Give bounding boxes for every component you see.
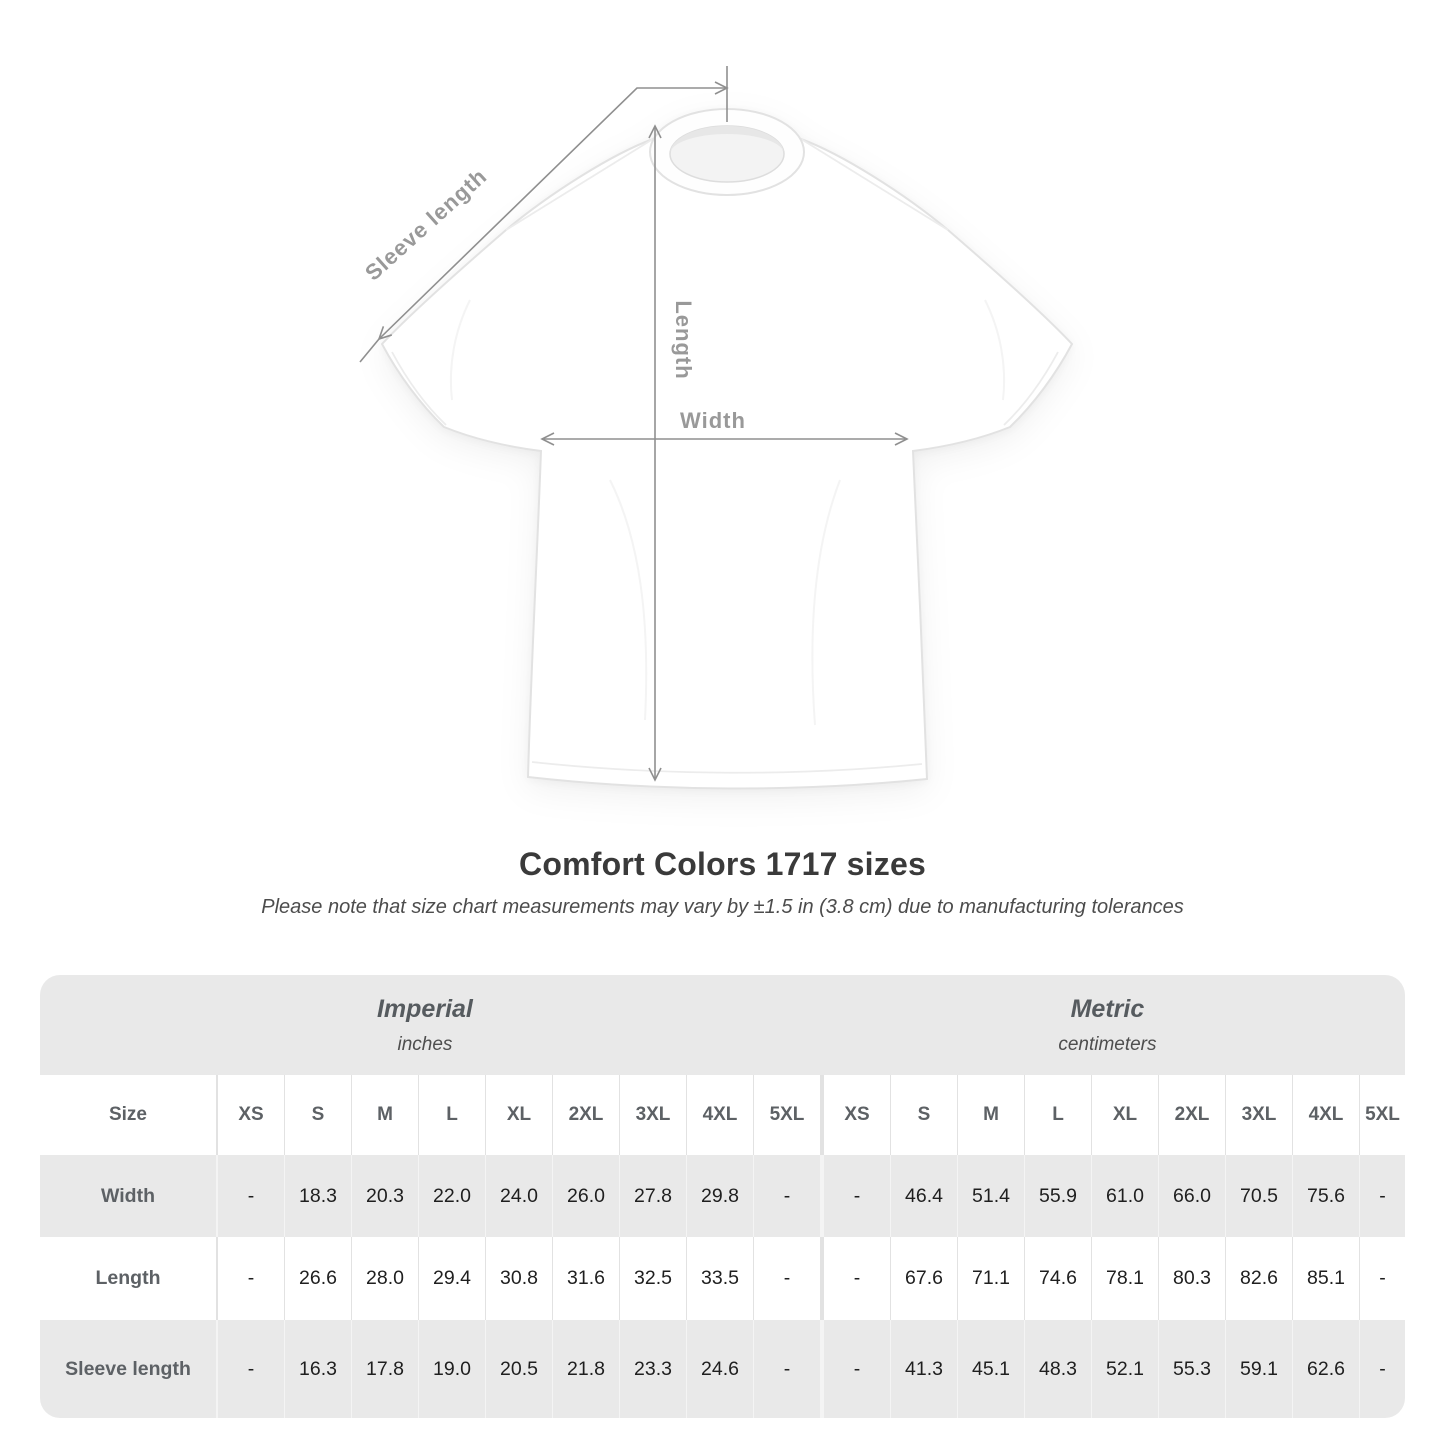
size-col-header: M <box>957 1075 1024 1155</box>
table-value: 27.8 <box>619 1155 686 1237</box>
size-col-header: 3XL <box>1225 1075 1292 1155</box>
length-label: Length <box>671 300 696 380</box>
size-col-header: M <box>351 1075 418 1155</box>
table-value: - <box>216 1320 284 1418</box>
table-value: 19.0 <box>418 1320 485 1418</box>
table-value: 51.4 <box>957 1155 1024 1237</box>
row-label: Width <box>101 1184 155 1207</box>
unit-group-metric <box>810 975 1405 1075</box>
table-value: 67.6 <box>890 1237 957 1320</box>
table-value: 20.5 <box>485 1320 552 1418</box>
table-row-sleeve-length <box>40 1320 1405 1418</box>
size-col-header: 2XL <box>1158 1075 1225 1155</box>
table-value: 41.3 <box>890 1320 957 1418</box>
table-value: 30.8 <box>485 1237 552 1320</box>
size-col-header: L <box>1024 1075 1091 1155</box>
tolerance-note: Please note that size chart measurements may vary by ±1.5 in (3.8 cm) due to manufacturing tolerances <box>261 896 1184 918</box>
unit-group-subtitle: inches <box>397 1033 453 1055</box>
table-value: 33.5 <box>686 1237 753 1320</box>
size-col-header: L <box>418 1075 485 1155</box>
table-value: - <box>753 1320 820 1418</box>
page-title: Comfort Colors 1717 sizes <box>519 846 926 882</box>
size-col-header: XL <box>1091 1075 1158 1155</box>
size-table <box>40 975 1405 1418</box>
table-value: 85.1 <box>1292 1237 1359 1320</box>
table-row-length <box>40 1237 1405 1320</box>
table-value: 16.3 <box>284 1320 351 1418</box>
table-value: 74.6 <box>1024 1237 1091 1320</box>
table-value: 17.8 <box>351 1320 418 1418</box>
table-value: 21.8 <box>552 1320 619 1418</box>
table-value: 78.1 <box>1091 1237 1158 1320</box>
table-value: 20.3 <box>351 1155 418 1237</box>
table-value: - <box>1359 1155 1405 1237</box>
size-col-header: 3XL <box>619 1075 686 1155</box>
table-value: 18.3 <box>284 1155 351 1237</box>
table-value: 59.1 <box>1225 1320 1292 1418</box>
table-value: 62.6 <box>1292 1320 1359 1418</box>
table-value: - <box>820 1155 890 1237</box>
tshirt-body <box>382 126 1072 789</box>
table-value: 24.0 <box>485 1155 552 1237</box>
table-value: 52.1 <box>1091 1320 1158 1418</box>
table-value: - <box>1359 1320 1405 1418</box>
table-value: 29.8 <box>686 1155 753 1237</box>
table-value: 48.3 <box>1024 1320 1091 1418</box>
table-value: 55.3 <box>1158 1320 1225 1418</box>
table-value: 80.3 <box>1158 1237 1225 1320</box>
dimension-tick <box>360 339 379 362</box>
size-col-header: S <box>890 1075 957 1155</box>
unit-group-title: Imperial <box>376 994 473 1023</box>
table-value: 28.0 <box>351 1237 418 1320</box>
unit-group-subtitle: centimeters <box>1058 1033 1157 1055</box>
unit-group-title: Metric <box>1070 994 1145 1023</box>
size-col-header: 2XL <box>552 1075 619 1155</box>
unit-group-imperial <box>40 975 810 1075</box>
table-row-width <box>40 1155 1405 1237</box>
table-value: 82.6 <box>1225 1237 1292 1320</box>
table-value: 26.0 <box>552 1155 619 1237</box>
size-col-header: XL <box>485 1075 552 1155</box>
table-value: 66.0 <box>1158 1155 1225 1237</box>
table-value: 46.4 <box>890 1155 957 1237</box>
table-value: 75.6 <box>1292 1155 1359 1237</box>
table-value: 29.4 <box>418 1237 485 1320</box>
table-value: - <box>1359 1237 1405 1320</box>
table-value: - <box>820 1320 890 1418</box>
table-value: 31.6 <box>552 1237 619 1320</box>
table-value: - <box>753 1237 820 1320</box>
table-value: 45.1 <box>957 1320 1024 1418</box>
size-col-header: 4XL <box>686 1075 753 1155</box>
size-col-header: 5XL <box>753 1075 820 1155</box>
table-value: - <box>216 1155 284 1237</box>
tshirt-graphic <box>382 109 1072 789</box>
size-col-header: 5XL <box>1359 1075 1405 1155</box>
size-col-header: XS <box>216 1075 284 1155</box>
size-col-header: XS <box>820 1075 890 1155</box>
width-label: Width <box>680 408 746 433</box>
table-value: 24.6 <box>686 1320 753 1418</box>
table-value: - <box>216 1237 284 1320</box>
table-value: 22.0 <box>418 1155 485 1237</box>
table-value: - <box>820 1237 890 1320</box>
table-value: 70.5 <box>1225 1155 1292 1237</box>
size-col-header: 4XL <box>1292 1075 1359 1155</box>
row-label: Length <box>95 1267 161 1289</box>
table-value: - <box>753 1155 820 1237</box>
size-corner-header: Size <box>108 1104 148 1125</box>
sleeve-length-label: Sleeve length <box>360 163 492 286</box>
size-col-header: S <box>284 1075 351 1155</box>
table-header-row <box>40 1075 1405 1155</box>
unit-group-band <box>40 975 1405 1075</box>
table-value: 61.0 <box>1091 1155 1158 1237</box>
row-label: Sleeve length <box>65 1357 191 1380</box>
table-value: 26.6 <box>284 1237 351 1320</box>
table-value: 71.1 <box>957 1237 1024 1320</box>
table-value: 55.9 <box>1024 1155 1091 1237</box>
table-value: 32.5 <box>619 1237 686 1320</box>
table-value: 23.3 <box>619 1320 686 1418</box>
